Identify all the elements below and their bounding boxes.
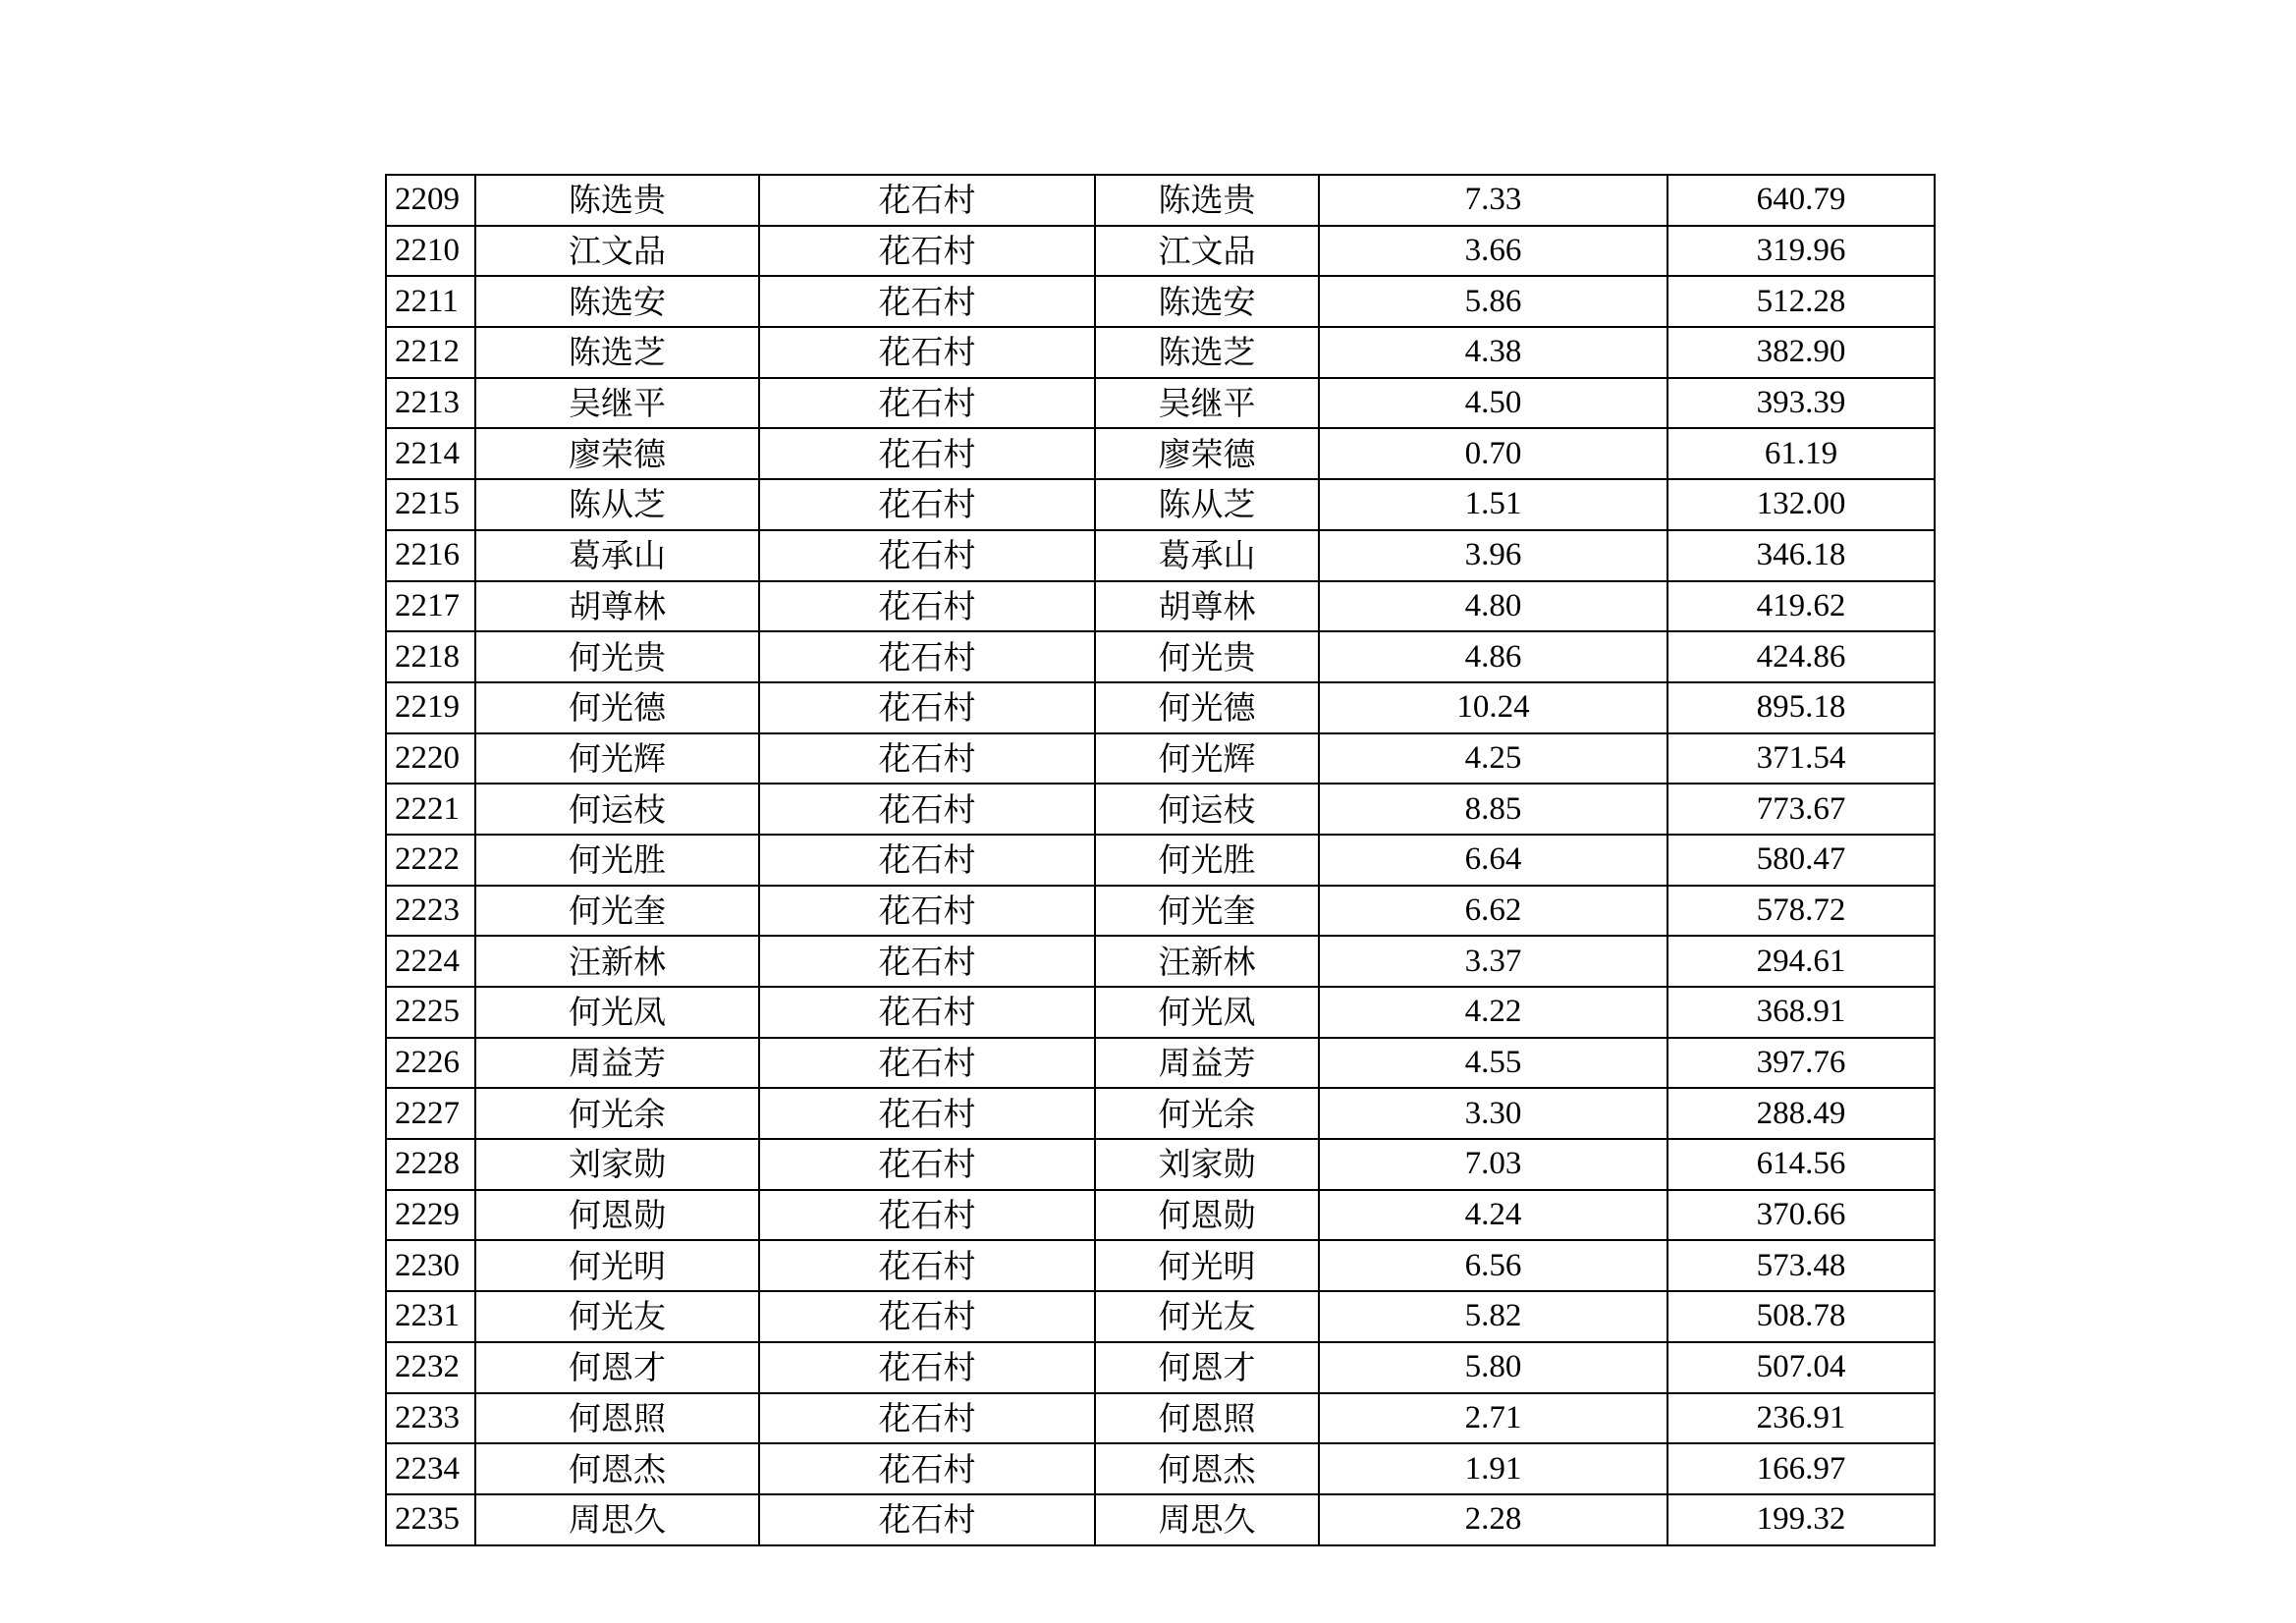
holder-cell: 何光友 [1095, 1291, 1319, 1342]
amount-cell: 397.76 [1667, 1038, 1935, 1089]
amount-cell: 895.18 [1667, 682, 1935, 733]
name-cell: 何光余 [475, 1088, 759, 1139]
amount-cell: 424.86 [1667, 631, 1935, 682]
name-cell: 何光奎 [475, 886, 759, 937]
table-row [386, 1494, 1935, 1545]
village-cell: 花石村 [759, 1443, 1095, 1494]
row-number-cell: 2227 [386, 1088, 475, 1139]
village-cell: 花石村 [759, 226, 1095, 277]
holder-cell: 何恩才 [1095, 1342, 1319, 1393]
name-cell: 何光贵 [475, 631, 759, 682]
name-cell: 何恩照 [475, 1393, 759, 1444]
name-cell: 汪新林 [475, 936, 759, 987]
name-cell: 何光胜 [475, 835, 759, 886]
row-number-cell: 2230 [386, 1240, 475, 1291]
row-number-cell: 2233 [386, 1393, 475, 1444]
row-number-cell: 2232 [386, 1342, 475, 1393]
holder-cell: 周益芳 [1095, 1038, 1319, 1089]
amount-cell: 512.28 [1667, 276, 1935, 327]
row-number-cell: 2222 [386, 835, 475, 886]
holder-cell: 何光奎 [1095, 886, 1319, 937]
row-number-cell: 2218 [386, 631, 475, 682]
holder-cell: 胡尊林 [1095, 581, 1319, 632]
holder-cell: 陈选贵 [1095, 175, 1319, 226]
area-cell: 6.62 [1319, 886, 1667, 937]
name-cell: 葛承山 [475, 530, 759, 581]
village-cell: 花石村 [759, 1494, 1095, 1545]
name-cell: 陈从芝 [475, 479, 759, 530]
area-cell: 8.85 [1319, 784, 1667, 835]
holder-cell: 何光胜 [1095, 835, 1319, 886]
holder-cell: 何光辉 [1095, 733, 1319, 784]
village-cell: 花石村 [759, 1291, 1095, 1342]
row-number-cell: 2220 [386, 733, 475, 784]
amount-cell: 393.39 [1667, 378, 1935, 429]
row-number-cell: 2231 [386, 1291, 475, 1342]
amount-cell: 346.18 [1667, 530, 1935, 581]
amount-cell: 382.90 [1667, 327, 1935, 378]
row-number-cell: 2209 [386, 175, 475, 226]
area-cell: 4.86 [1319, 631, 1667, 682]
row-number-cell: 2210 [386, 226, 475, 277]
area-cell: 6.56 [1319, 1240, 1667, 1291]
amount-cell: 507.04 [1667, 1342, 1935, 1393]
row-number-cell: 2217 [386, 581, 475, 632]
table-row [386, 1139, 1935, 1190]
name-cell: 廖荣德 [475, 428, 759, 479]
holder-cell: 何光德 [1095, 682, 1319, 733]
table-row [386, 175, 1935, 226]
area-cell: 7.33 [1319, 175, 1667, 226]
name-cell: 陈选安 [475, 276, 759, 327]
name-cell: 何光凤 [475, 987, 759, 1038]
table-row [386, 1240, 1935, 1291]
amount-cell: 166.97 [1667, 1443, 1935, 1494]
amount-cell: 614.56 [1667, 1139, 1935, 1190]
row-number-cell: 2235 [386, 1494, 475, 1545]
village-cell: 花石村 [759, 1240, 1095, 1291]
holder-cell: 何光贵 [1095, 631, 1319, 682]
holder-cell: 刘家勋 [1095, 1139, 1319, 1190]
row-number-cell: 2223 [386, 886, 475, 937]
name-cell: 何光德 [475, 682, 759, 733]
table-row [386, 886, 1935, 937]
village-cell: 花石村 [759, 327, 1095, 378]
table-row [386, 1291, 1935, 1342]
amount-cell: 319.96 [1667, 226, 1935, 277]
table-row [386, 1393, 1935, 1444]
name-cell: 周益芳 [475, 1038, 759, 1089]
area-cell: 3.66 [1319, 226, 1667, 277]
holder-cell: 何光凤 [1095, 987, 1319, 1038]
village-cell: 花石村 [759, 835, 1095, 886]
area-cell: 4.22 [1319, 987, 1667, 1038]
row-number-cell: 2219 [386, 682, 475, 733]
name-cell: 何恩杰 [475, 1443, 759, 1494]
amount-cell: 371.54 [1667, 733, 1935, 784]
area-cell: 1.91 [1319, 1443, 1667, 1494]
row-number-cell: 2234 [386, 1443, 475, 1494]
holder-cell: 陈从芝 [1095, 479, 1319, 530]
area-cell: 5.86 [1319, 276, 1667, 327]
amount-cell: 288.49 [1667, 1088, 1935, 1139]
village-cell: 花石村 [759, 1190, 1095, 1241]
area-cell: 4.38 [1319, 327, 1667, 378]
holder-cell: 何恩杰 [1095, 1443, 1319, 1494]
table-row [386, 1443, 1935, 1494]
village-cell: 花石村 [759, 1088, 1095, 1139]
amount-cell: 573.48 [1667, 1240, 1935, 1291]
table-row [386, 530, 1935, 581]
name-cell: 陈选芝 [475, 327, 759, 378]
village-cell: 花石村 [759, 378, 1095, 429]
name-cell: 何光辉 [475, 733, 759, 784]
name-cell: 何光友 [475, 1291, 759, 1342]
row-number-cell: 2212 [386, 327, 475, 378]
village-cell: 花石村 [759, 631, 1095, 682]
table-row [386, 1190, 1935, 1241]
name-cell: 何恩勋 [475, 1190, 759, 1241]
village-cell: 花石村 [759, 936, 1095, 987]
amount-cell: 578.72 [1667, 886, 1935, 937]
amount-cell: 132.00 [1667, 479, 1935, 530]
area-cell: 4.80 [1319, 581, 1667, 632]
area-cell: 4.24 [1319, 1190, 1667, 1241]
area-cell: 3.30 [1319, 1088, 1667, 1139]
table-row [386, 327, 1935, 378]
row-number-cell: 2215 [386, 479, 475, 530]
row-number-cell: 2213 [386, 378, 475, 429]
area-cell: 2.71 [1319, 1393, 1667, 1444]
area-cell: 2.28 [1319, 1494, 1667, 1545]
holder-cell: 陈选芝 [1095, 327, 1319, 378]
row-number-cell: 2224 [386, 936, 475, 987]
village-cell: 花石村 [759, 581, 1095, 632]
village-cell: 花石村 [759, 1139, 1095, 1190]
holder-cell: 葛承山 [1095, 530, 1319, 581]
name-cell: 胡尊林 [475, 581, 759, 632]
village-cell: 花石村 [759, 886, 1095, 937]
village-cell: 花石村 [759, 428, 1095, 479]
area-cell: 5.82 [1319, 1291, 1667, 1342]
row-number-cell: 2225 [386, 987, 475, 1038]
row-number-cell: 2216 [386, 530, 475, 581]
name-cell: 吴继平 [475, 378, 759, 429]
area-cell: 4.50 [1319, 378, 1667, 429]
table-row [386, 428, 1935, 479]
name-cell: 陈选贵 [475, 175, 759, 226]
table-row [386, 479, 1935, 530]
holder-cell: 汪新林 [1095, 936, 1319, 987]
name-cell: 刘家勋 [475, 1139, 759, 1190]
row-number-cell: 2211 [386, 276, 475, 327]
holder-cell: 何运枝 [1095, 784, 1319, 835]
area-cell: 3.96 [1319, 530, 1667, 581]
table-row [386, 987, 1935, 1038]
area-cell: 7.03 [1319, 1139, 1667, 1190]
area-cell: 4.55 [1319, 1038, 1667, 1089]
table-row [386, 1088, 1935, 1139]
holder-cell: 何恩勋 [1095, 1190, 1319, 1241]
holder-cell: 江文品 [1095, 226, 1319, 277]
amount-cell: 370.66 [1667, 1190, 1935, 1241]
name-cell: 何恩才 [475, 1342, 759, 1393]
village-cell: 花石村 [759, 479, 1095, 530]
table-row [386, 936, 1935, 987]
amount-cell: 640.79 [1667, 175, 1935, 226]
table-row [386, 1342, 1935, 1393]
area-cell: 10.24 [1319, 682, 1667, 733]
amount-cell: 508.78 [1667, 1291, 1935, 1342]
roster-table-body [386, 175, 1935, 1545]
village-cell: 花石村 [759, 784, 1095, 835]
table-row [386, 1038, 1935, 1089]
village-cell: 花石村 [759, 175, 1095, 226]
row-number-cell: 2214 [386, 428, 475, 479]
area-cell: 5.80 [1319, 1342, 1667, 1393]
holder-cell: 何恩照 [1095, 1393, 1319, 1444]
area-cell: 6.64 [1319, 835, 1667, 886]
village-cell: 花石村 [759, 1393, 1095, 1444]
holder-cell: 陈选安 [1095, 276, 1319, 327]
row-number-cell: 2221 [386, 784, 475, 835]
table-row [386, 226, 1935, 277]
table-row [386, 733, 1935, 784]
row-number-cell: 2229 [386, 1190, 475, 1241]
area-cell: 1.51 [1319, 479, 1667, 530]
amount-cell: 294.61 [1667, 936, 1935, 987]
area-cell: 4.25 [1319, 733, 1667, 784]
amount-cell: 419.62 [1667, 581, 1935, 632]
amount-cell: 199.32 [1667, 1494, 1935, 1545]
holder-cell: 何光余 [1095, 1088, 1319, 1139]
name-cell: 周思久 [475, 1494, 759, 1545]
holder-cell: 廖荣德 [1095, 428, 1319, 479]
village-cell: 花石村 [759, 987, 1095, 1038]
table-row [386, 682, 1935, 733]
row-number-cell: 2226 [386, 1038, 475, 1089]
amount-cell: 61.19 [1667, 428, 1935, 479]
holder-cell: 周思久 [1095, 1494, 1319, 1545]
name-cell: 江文品 [475, 226, 759, 277]
table-row [386, 835, 1935, 886]
village-cell: 花石村 [759, 1038, 1095, 1089]
table-row [386, 378, 1935, 429]
amount-cell: 236.91 [1667, 1393, 1935, 1444]
row-number-cell: 2228 [386, 1139, 475, 1190]
amount-cell: 773.67 [1667, 784, 1935, 835]
area-cell: 3.37 [1319, 936, 1667, 987]
village-cell: 花石村 [759, 1342, 1095, 1393]
table-row [386, 581, 1935, 632]
table-row [386, 784, 1935, 835]
roster-table [385, 174, 1936, 1546]
name-cell: 何光明 [475, 1240, 759, 1291]
holder-cell: 吴继平 [1095, 378, 1319, 429]
village-cell: 花石村 [759, 276, 1095, 327]
table-row [386, 276, 1935, 327]
name-cell: 何运枝 [475, 784, 759, 835]
amount-cell: 580.47 [1667, 835, 1935, 886]
village-cell: 花石村 [759, 682, 1095, 733]
village-cell: 花石村 [759, 530, 1095, 581]
area-cell: 0.70 [1319, 428, 1667, 479]
amount-cell: 368.91 [1667, 987, 1935, 1038]
holder-cell: 何光明 [1095, 1240, 1319, 1291]
village-cell: 花石村 [759, 733, 1095, 784]
table-row [386, 631, 1935, 682]
